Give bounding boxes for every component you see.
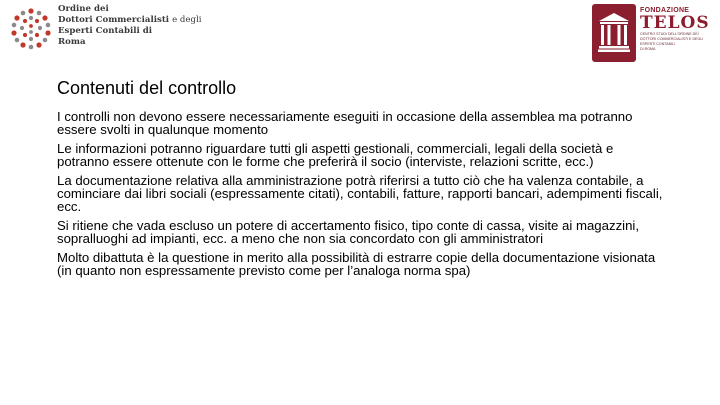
ordine-name-line: Roma [58,37,86,47]
telos-label: TELOS [640,13,710,33]
temple-icon [598,12,630,52]
ordine-name [58,4,208,48]
telos-subtitle-line: DI ROMA [640,47,656,51]
telos-name [640,7,710,52]
telos-subtitle-line: ESPERTI CONTABILI [640,42,676,46]
slide-body [57,110,667,283]
body-paragraph: Si ritiene che vada escluso un potere di accertamento fisico, tipo conte di cassa, visite ai magazzini, sopralluoghi ad impianti, ecc. a meno che non sia concordato con gli amministratori [57,218,640,246]
telos-subtitle-line: CENTRO STUDI DELL'ORDINE DEI [640,32,699,36]
ordine-name-line: Esperti Contabili di [58,26,153,36]
telos-subtitle-line: DOTTORI COMMERCIALISTI E DEGLI [640,37,704,41]
ordine-name-line: Dottori Commercialisti [58,15,170,25]
telos-badge [592,4,636,62]
fondazione-telos-logo [592,4,710,66]
fondazione-label: FONDAZIONE [640,7,690,14]
body-paragraph: Molto dibattuta è la questione in merito alla possibilità di estrarre copie della documentazione visionata (in quanto non espressamente previsto come per l’analoga norma spa) [57,250,656,278]
ordine-name-line: e degli [172,15,202,25]
body-paragraph: I controlli non devono essere necessariamente eseguiti in occasione della assemblea ma potranno essere svolti in qualunque momento [57,109,633,137]
ordine-name-line: Ordine dei [58,4,109,14]
slide-title: Contenuti del controllo [57,78,237,98]
body-paragraph: La documentazione relativa alla amministrazione potrà riferirsi a tutto ciò che ha valenza contabile, a cominciare dai libri sociali (espressamente citati), contabili, fatture, rapporti bancari, adempimenti fiscali, ecc. [57,173,663,214]
ordine-emblem-icon [6,4,56,54]
body-paragraph: Le informazioni potranno riguardare tutti gli aspetti gestionali, commerciali, legali della società e potranno essere ottenute con le forme che preferirà il socio (interviste, relazioni scritte, ecc.) [57,141,614,169]
ordine-logo [6,4,206,56]
